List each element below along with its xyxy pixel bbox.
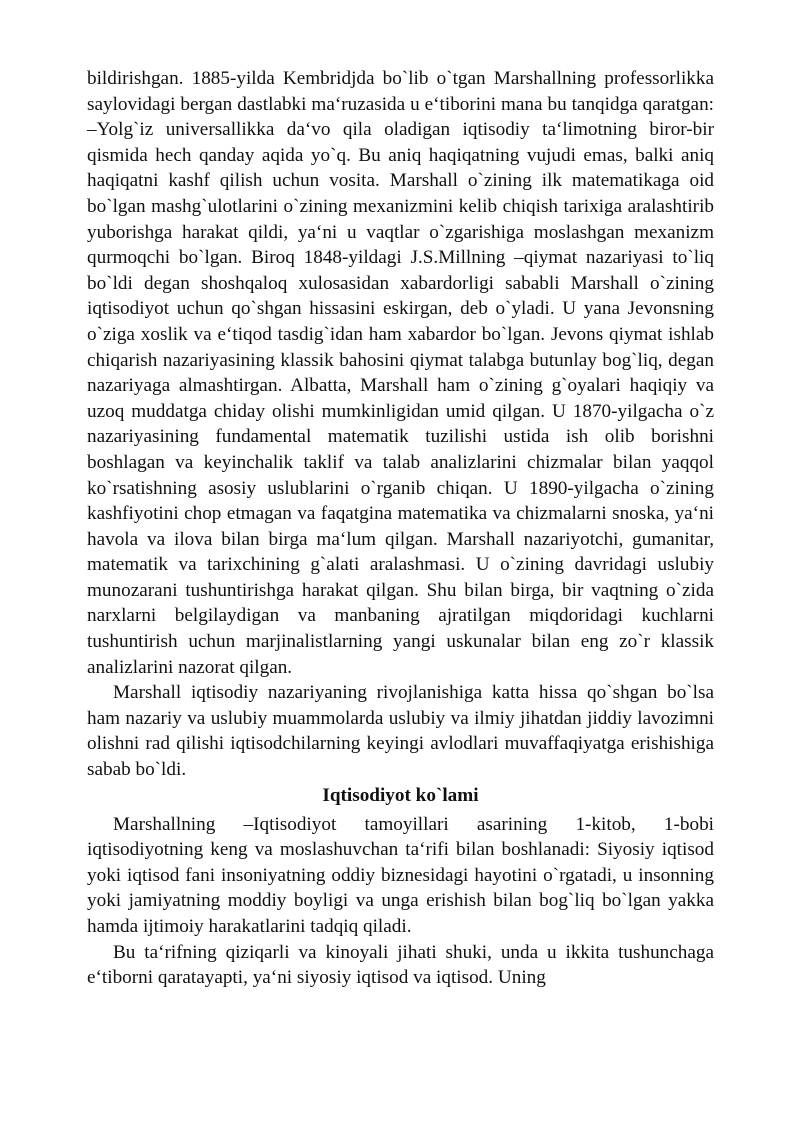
document-page bbox=[87, 66, 714, 991]
body-paragraph: bildirishgan. 1885-yilda Kembridjda bo`lib o`tgan Marshallning professorlikka saylovidagi bergan dastlabki ma‘ruzasida u e‘tiborini mana bu tanqidga qaratgan: –Yolg`iz universallikka da‘vo qila oladigan iqtisodiy ta‘limotning biror-bir qismida hech qanday aqida yo`q. Bu aniq haqiqatning vujudi emas, balki aniq haqiqatni kashf qilish uchun vosita. Marshall o`zining ilk matematikaga oid bo`lgan mashg`ulotlarini o`zining mexanizmini kelib chiqish tarixiga aralashtirib yuborishga harakat qildi, ya‘ni u vaqtlar o`zgarishiga moslashgan mexanizm qurmoqchi bo`lgan. Biroq 1848-yildagi J.S.Millning –qiymat nazariyasi to`liq bo`ldi degan shoshqaloq xulosasidan xabardorligi sababli Marshall o`zining iqtisodiyot uchun qo`shgan hissasini eskirgan, deb o`yladi. U yana Jevonsning o`ziga xoslik va e‘tiqod tasdig`idan ham xabardor bo`lgan. Jevons qiymat ishlab chiqarish nazariyasining klassik bahosini qiymat talabga butunlay bog`liq, degan nazariyaga almashtirgan. Albatta, Marshall ham o`zining g`oyalari haqiqiy va uzoq muddatga chiday olishi mumkinligidan umid qilgan. U 1870-yilgacha o`z nazariyasining fundamental matematik tuzilishi ustida ish olib borishni boshlagan va keyinchalik taklif va talab analizlarini chizmalar bilan yaqqol ko`rsatishning asosiy uslublarini o`rganib chiqan. U 1890-yilgacha o`zining kashfiyotini chop etmagan va faqatgina matematika va chizmalarni snoska, ya‘ni havola va ilova bilan birga ma‘lum qilgan. Marshall nazariyotchi, gumanitar, matematik va tarixchining g`alati aralashmasi. U o`zining davridagi uslubiy munozarani tushuntirishga harakat qilgan. Shu bilan birga, bir vaqtning o`zida narxlarni belgilaydigan va manbaning ajratilgan miqdoridagi kuchlarni tushuntirish uchun marjinalistlarning yangi uskunalar bilan eng zo`r klassik analizlarini nazorat qilgan. bbox=[87, 68, 714, 678]
body-paragraph: Marshall iqtisodiy nazariyaning rivojlanishiga katta hissa qo`shgan bo`lsa ham nazariy va uslubiy muammolarda uslubiy va ilmiy jihatdan jiddiy lavozimni olishni rad qilishi iqtisodchilarning keyingi avlodlari muvaffaqiyatga erishishiga sabab bo`ldi. bbox=[87, 682, 714, 781]
body-paragraph: Bu ta‘rifning qiziqarli va kinoyali jihati shuki, unda u ikkita tushunchaga e‘tiborni qaratayapti, ya‘ni siyosiy iqtisod va iqtisod. Uning bbox=[87, 941, 714, 989]
body-paragraph: Marshallning –Iqtisodiyot tamoyillari asarining 1-kitob, 1-bobi iqtisodiyotning keng va moslashuvchan ta‘rifi bilan boshlanadi: Siyosiy iqtisod yoki iqtisod fani insoniyatning oddiy biznesidagi hayotini o`rgatadi, u insonning yoki jamiyatning moddiy boyligi va unga erishish bilan bog`liq bo`lgan yakka hamda ijtimoiy harakatlarini tadqiq qiladi. bbox=[87, 813, 714, 937]
section-heading: Iqtisodiyot ko`lami bbox=[322, 784, 479, 806]
